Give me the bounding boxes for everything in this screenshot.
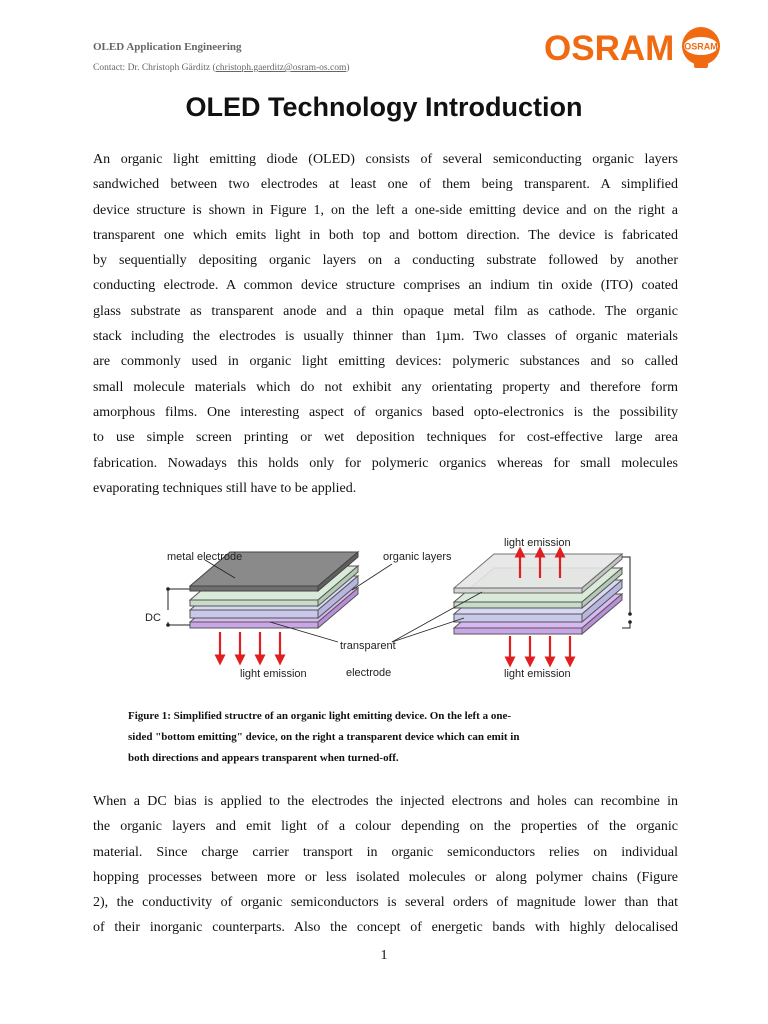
caption-line: Figure 1: Simplified structre of an organic light emitting device. On the left a one- (128, 710, 512, 722)
text-line: small molecule materials which do not exhibit any orientating property and therefore form (93, 379, 678, 395)
contact-suffix: ) (346, 63, 350, 73)
text-line: device structure is shown in Figure 1, on the left a one-side emitting device and on the right a (93, 202, 678, 218)
text-line: material. Since charge carrier transport in organic semiconductors relies on individual (93, 844, 678, 860)
text-line: amorphous films. One interesting aspect of organics based opto-electronics is the possibility (93, 404, 678, 420)
contact-email-link[interactable]: christoph.gaerditz@osram-os.com (215, 63, 347, 73)
text-line: the organic layers and emit light of a colour depending on the properties of the organic (93, 819, 678, 835)
text-line: by sequentially depositing organic layers on a conducting substrate followed by another (93, 253, 678, 269)
transparent-device (392, 552, 632, 662)
text-line: of their inorganic counterparts. Also the concept of energetic bands with highly delocalised (93, 920, 678, 936)
lightbulb-icon (678, 26, 724, 72)
figure-caption (128, 706, 598, 769)
text-line: to use simple screen printing or wet deposition techniques for cost-effective large area (93, 430, 678, 446)
text-line: 2), the conductivity of organic semiconductors is several orders of magnitude lower than that (93, 895, 678, 911)
header-org: OLED Application Engineering (93, 41, 242, 53)
osram-logo (544, 26, 740, 72)
right-dc-wire (622, 557, 630, 628)
oled-device-figure (130, 530, 650, 690)
label-light-emission-left: light emission (240, 668, 307, 680)
text-line: When a DC bias is applied to the electrodes the injected electrons and holes can recombine in (93, 794, 678, 809)
caption-line: sided "bottom emitting" device, on the right a transparent device which can emit in (128, 731, 520, 743)
label-dc: DC (145, 612, 161, 624)
label-light-emission-top-right: light emission (504, 537, 571, 549)
text-line: sandwiched between two electrodes at least one of them being transparent. A simplified (93, 177, 678, 193)
second-paragraph (93, 789, 678, 941)
text-line: hopping processes between more or less isolated molecules or along polymer chains (Figure (93, 869, 678, 885)
label-metal-electrode: metal electrode (167, 551, 243, 563)
logo-wordmark: OSRAM (544, 29, 675, 68)
label-light-emission-bottom-right: light emission (504, 668, 571, 680)
intro-paragraph (93, 147, 678, 501)
left-dc-wire (168, 589, 190, 625)
text-line: evaporating techniques still have to be applied. (93, 480, 357, 496)
label-organic-layers: organic layers (383, 551, 452, 563)
page-title: OLED Technology Introduction (185, 92, 583, 122)
text-line: transparent one which emits light in both top and bottom direction. The device is fabricated (93, 227, 678, 243)
contact-prefix: Contact: Dr. Christoph Gärditz ( (93, 63, 216, 73)
label-electrode: electrode (346, 667, 392, 679)
label-transparent: transparent (340, 640, 396, 652)
text-line: fabrication. Nowadays this holds only for polymeric organics whereas for small molecules (93, 455, 678, 471)
text-line: glass substrate as transparent anode and a thin opaque metal film as cathode. The organic (93, 303, 678, 319)
text-line: are commonly used in organic light emitting devices: polymeric substances and so called (93, 354, 678, 370)
bulb-text: OSRAM (684, 41, 718, 52)
header-contact (93, 63, 350, 73)
text-line: stack including the electrodes is usually thinner than 1µm. Two classes of organic materials (93, 329, 678, 345)
caption-line: both directions and appears transparent when turned-off. (128, 752, 399, 764)
text-line: conducting electrode. A common device structure comprises an indium tin oxide (ITO) coated (93, 278, 678, 294)
text-line: An organic light emitting diode (OLED) consists of several semiconducting organic layers (93, 152, 678, 167)
page-number: 1 (380, 948, 388, 963)
left-substrate-edge (190, 622, 318, 628)
